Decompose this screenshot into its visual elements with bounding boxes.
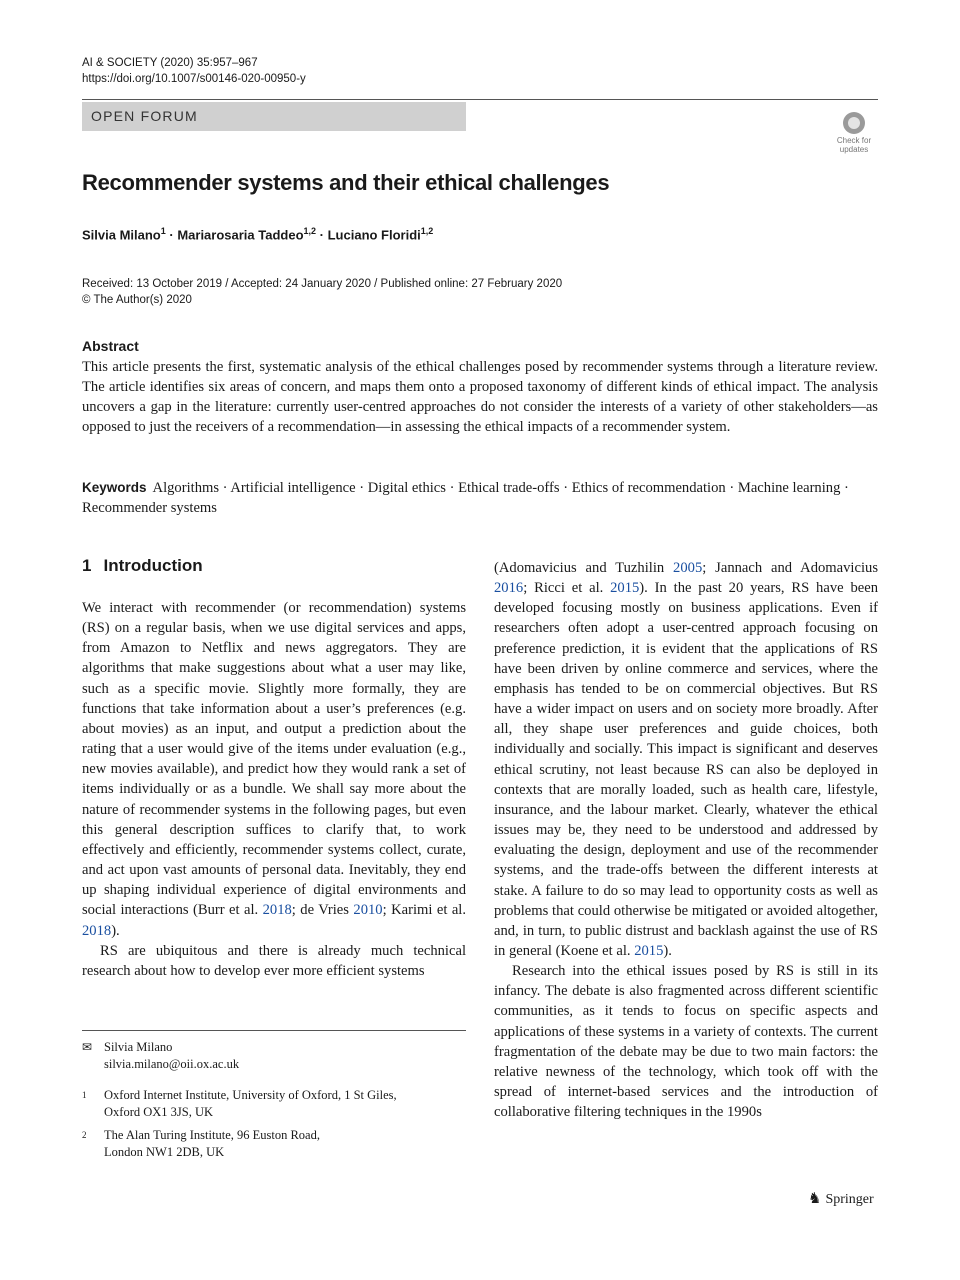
column-left (82, 598, 466, 981)
paragraph: (Adomavicius and Tuzhilin 2005; Jannach and Adomavicius 2016; Ricci et al. 2015). In the past 20 years, RS have been developed focusing mostly on business applications. Even if researchers often adopt a user-centred approach focusing on preference prediction, it is evident that the applications of RS have been driven by online commerce and services, where the emphasis has tended to be on commercial objectives. But RS have a wider impact on users and on society more broadly. After all, they shape user preferences and guide choices, both individually and socially. This impact is significant and deserves ethical scrutiny, not least because RS can also be deployed in contexts that are morally loaded, such as health care, lifestyle, insurance, and the labour market. Clearly, whatever the ethical issues may be, they need to be understood and addressed by evaluating the design, deployment and use of the recommender systems, and the trade-offs between the different interests at stake. A failure to do so may lead to opportunity costs as well as problems that could otherwise be mitigated or avoided altogether, and, in turn, to public distrust and backlash against the use of RS in general (Koene et al. 2015). (494, 560, 878, 959)
author-list (82, 226, 433, 242)
journal-citation: AI & SOCIETY (2020) 35:957–967 (82, 57, 258, 69)
affiliation-2 (82, 1127, 320, 1160)
author-name[interactable]: Mariarosaria Taddeo (177, 227, 304, 243)
copyright: © The Author(s) 2020 (82, 294, 192, 306)
publisher-name: Springer (825, 1192, 874, 1207)
envelope-icon: ✉ (82, 1040, 93, 1054)
corresponding-author (82, 1039, 239, 1072)
paragraph: RS are ubiquitous and there is already much technical research about how to develop ever more efficient systems (82, 942, 466, 979)
contact-email[interactable]: silvia.milano@oii.ox.ac.uk (104, 1056, 240, 1071)
author-name[interactable]: Silvia Milano (82, 227, 161, 243)
section-heading (82, 556, 203, 576)
publication-dates (82, 276, 562, 308)
column-right (494, 558, 878, 1122)
date-line: Received: 13 October 2019 / Accepted: 24 January 2020 / Published online: 27 February 2020 (82, 278, 563, 290)
section-number: 1 (82, 556, 92, 575)
badge-line2: updates (839, 145, 869, 154)
abstract-heading: Abstract (82, 338, 139, 354)
affiliation-line: The Alan Turing Institute, 96 Euston Road, (104, 1128, 320, 1142)
article-title: Recommender systems and their ethical challenges (82, 170, 610, 195)
author-separator: · (316, 227, 328, 243)
citation-link[interactable]: 2010 (353, 902, 383, 919)
section-label: OPEN FORUM (91, 108, 198, 124)
affiliation-mark: 1 (82, 1090, 87, 1100)
citation-link[interactable]: 2015 (634, 942, 664, 959)
author-affiliation: 1 (160, 226, 166, 236)
affiliation-line: Oxford OX1 3JS, UK (104, 1104, 214, 1119)
affiliation-line: Oxford Internet Institute, University of Oxford, 1 St Giles, (104, 1088, 397, 1102)
citation-link[interactable]: 2016 (494, 580, 524, 597)
publisher-logo (808, 1189, 874, 1208)
affiliation-1 (82, 1087, 397, 1120)
check-for-updates-badge[interactable] (830, 112, 878, 156)
citation-link[interactable]: 2015 (610, 580, 640, 597)
section-bar (82, 102, 466, 131)
author-affiliation: 1,2 (303, 226, 317, 236)
badge-line1: Check for (836, 136, 872, 145)
citation-link[interactable]: 2018 (82, 922, 112, 939)
paragraph: We interact with recommender (or recommendation) systems (RS) on a regular basis, when we use digital services and apps, from Amazon to Netflix and news aggregators. They are algorithms that make suggestions about what a user may like, such as a specific movie. Slightly more formally, they are functions that take information about a user’s preferences (e.g. about movies) as an input, and output a prediction about the rating that a user would give of the items under evaluation (e.g., new movies available), and predict how they would rank a set of items individually or as a bundle. We shall say more about the nature of recommender systems in the following pages, but even this general description suffices to clarify that, to work effectively and efficiently, recommender systems collect, curate, and act upon vast amounts of personal data. Inevitably, they end up shaping individual experience of digital environments and social interactions (Burr et al. 2018; de Vries 2010; Karimi et al. 2018). (82, 600, 466, 939)
journal-reference (82, 55, 306, 87)
author-affiliation: 1,2 (420, 226, 434, 236)
paragraph: Research into the ethical issues posed by RS is still in its infancy. The debate is also fragmented across different scientific communities, as it tends to focus on specific aspects and applications of these systems in a variety of contexts. The current fragmentation of the debate may be due to two main factors: the relative newness of the technology, which took off with the spread of internet-based services and the introduction of collaborative filtering techniques in the 1990s (494, 963, 878, 1121)
citation-link[interactable]: 2018 (262, 902, 292, 919)
section-title: Introduction (103, 556, 203, 575)
crossmark-icon (843, 112, 865, 134)
keywords (82, 478, 878, 518)
author-separator: · (165, 227, 178, 243)
author-name[interactable]: Luciano Floridi (327, 227, 421, 243)
doi-link[interactable]: https://doi.org/10.1007/s00146-020-00950-y (82, 73, 306, 85)
header-rule (82, 99, 878, 100)
abstract-text: This article presents the first, systematic analysis of the ethical challenges posed by recommender systems through a literature review. The article identifies six areas of concern, and maps them onto a proposed taxonomy of different kinds of ethical impact. The analysis uncovers a gap in the literature: currently user-centred approaches do not consider the interests of a variety of other stakeholders—as opposed to just the receivers of a recommendation—in assessing the ethical impacts of a recommender system. (82, 359, 878, 436)
springer-horse-icon: ♞ (808, 1191, 822, 1207)
keywords-label: Keywords (82, 480, 147, 495)
footnote-rule (82, 1030, 466, 1031)
affiliation-mark: 2 (82, 1130, 87, 1140)
keywords-list: Algorithms · Artificial intelligence · Digital ethics · Ethical trade-offs · Ethics of recommendation · Machine learning · Recommender systems (82, 480, 849, 517)
contact-name: Silvia Milano (104, 1040, 173, 1054)
affiliation-line: London NW1 2DB, UK (104, 1144, 225, 1159)
citation-link[interactable]: 2005 (673, 560, 703, 576)
